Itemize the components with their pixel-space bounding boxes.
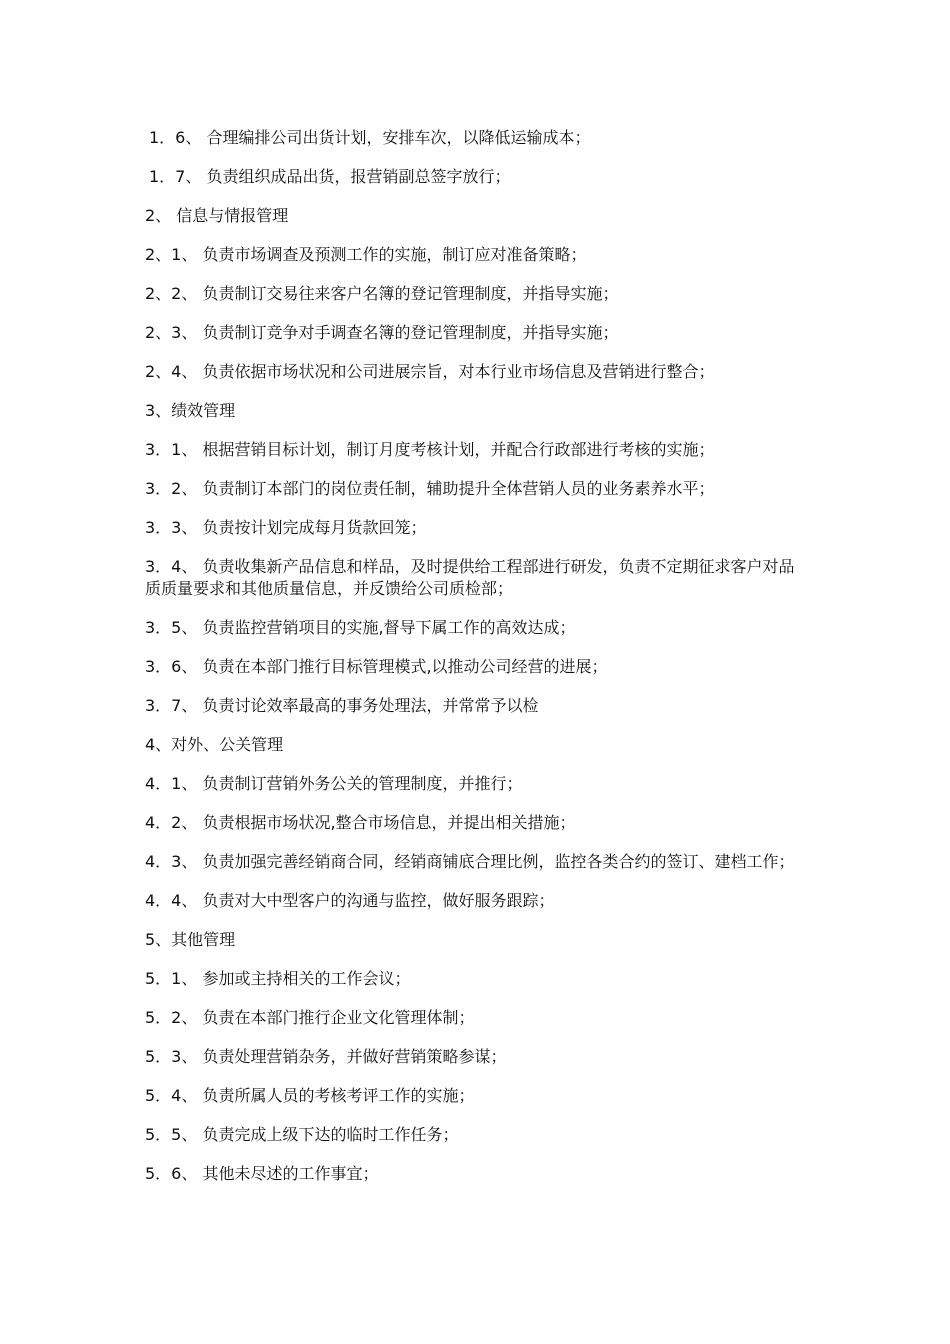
- paragraph-3-3: 3．3、 负责按计划完成每月货款回笼；: [145, 518, 427, 537]
- paragraph-2-4: 2、4、 负责依据市场状况和公司进展宗旨，对本行业市场信息及营销进行整合；: [145, 362, 715, 381]
- paragraph-3-4: 3．4、 负责收集新产品信息和样品，及时提供给工程部进行研发，负责不定期征求客户对品质质量要求和其他质量信息，并反馈给公司质检部；: [145, 557, 795, 598]
- paragraph-4-3: 4．3、 负责加强完善经销商合同，经销商铺底合理比例，监控各类合约的签订、建档工作；: [145, 852, 795, 871]
- paragraph-4-1: 4．1、 负责制订营销外务公关的管理制度，并推行；: [145, 774, 523, 793]
- section-heading-5: 5、其他管理: [145, 930, 236, 949]
- paragraph-5-6: 5．6、 其他未尽述的工作事宜；: [145, 1164, 379, 1183]
- section-heading-3: 3、绩效管理: [145, 401, 236, 420]
- paragraph-2-2: 2、2、 负责制订交易往来客户名簿的登记管理制度，并指导实施；: [145, 284, 619, 303]
- paragraph-1-7: 1．7、 负责组织成品出货，报营销副总签字放行；: [149, 167, 511, 186]
- paragraph-3-6: 3．6、 负责在本部门推行目标管理模式,以推动公司经营的进展；: [145, 657, 608, 676]
- paragraph-5-5: 5．5、 负责完成上级下达的临时工作任务；: [145, 1125, 459, 1144]
- paragraph-5-4: 5．4、 负责所属人员的考核考评工作的实施；: [145, 1086, 475, 1105]
- document-body: [145, 127, 810, 1202]
- paragraph-3-1: 3．1、 根据营销目标计划，制订月度考核计划，并配合行政部进行考核的实施；: [145, 440, 715, 459]
- paragraph-5-1: 5．1、 参加或主持相关的工作会议；: [145, 969, 411, 988]
- paragraph-5-2: 5．2、 负责在本部门推行企业文化管理体制；: [145, 1008, 475, 1027]
- paragraph-1-6: 1．6、 合理编排公司出货计划，安排车次，以降低运输成本；: [149, 128, 591, 147]
- paragraph-5-3: 5．3、 负责处理营销杂务，并做好营销策略参谋；: [145, 1047, 507, 1066]
- paragraph-2-1: 2、1、 负责市场调查及预测工作的实施，制订应对准备策略；: [145, 245, 587, 264]
- paragraph-3-5: 3．5、 负责监控营销项目的实施,督导下属工作的高效达成；: [145, 618, 576, 637]
- paragraph-3-2: 3．2、 负责制订本部门的岗位责任制，辅助提升全体营销人员的业务素养水平；: [145, 479, 715, 498]
- section-heading-4: 4、对外、公关管理: [145, 735, 284, 754]
- section-heading-2: 2、 信息与情报管理: [145, 206, 289, 225]
- paragraph-4-4: 4．4、 负责对大中型客户的沟通与监控，做好服务跟踪；: [145, 891, 555, 910]
- paragraph-2-3: 2、3、 负责制订竞争对手调查名簿的登记管理制度，并指导实施；: [145, 323, 619, 342]
- paragraph-3-7: 3．7、 负责讨论效率最高的事务处理法，并常常予以检: [145, 696, 539, 715]
- paragraph-4-2: 4．2、 负责根据市场状况,整合市场信息，并提出相关措施；: [145, 813, 576, 832]
